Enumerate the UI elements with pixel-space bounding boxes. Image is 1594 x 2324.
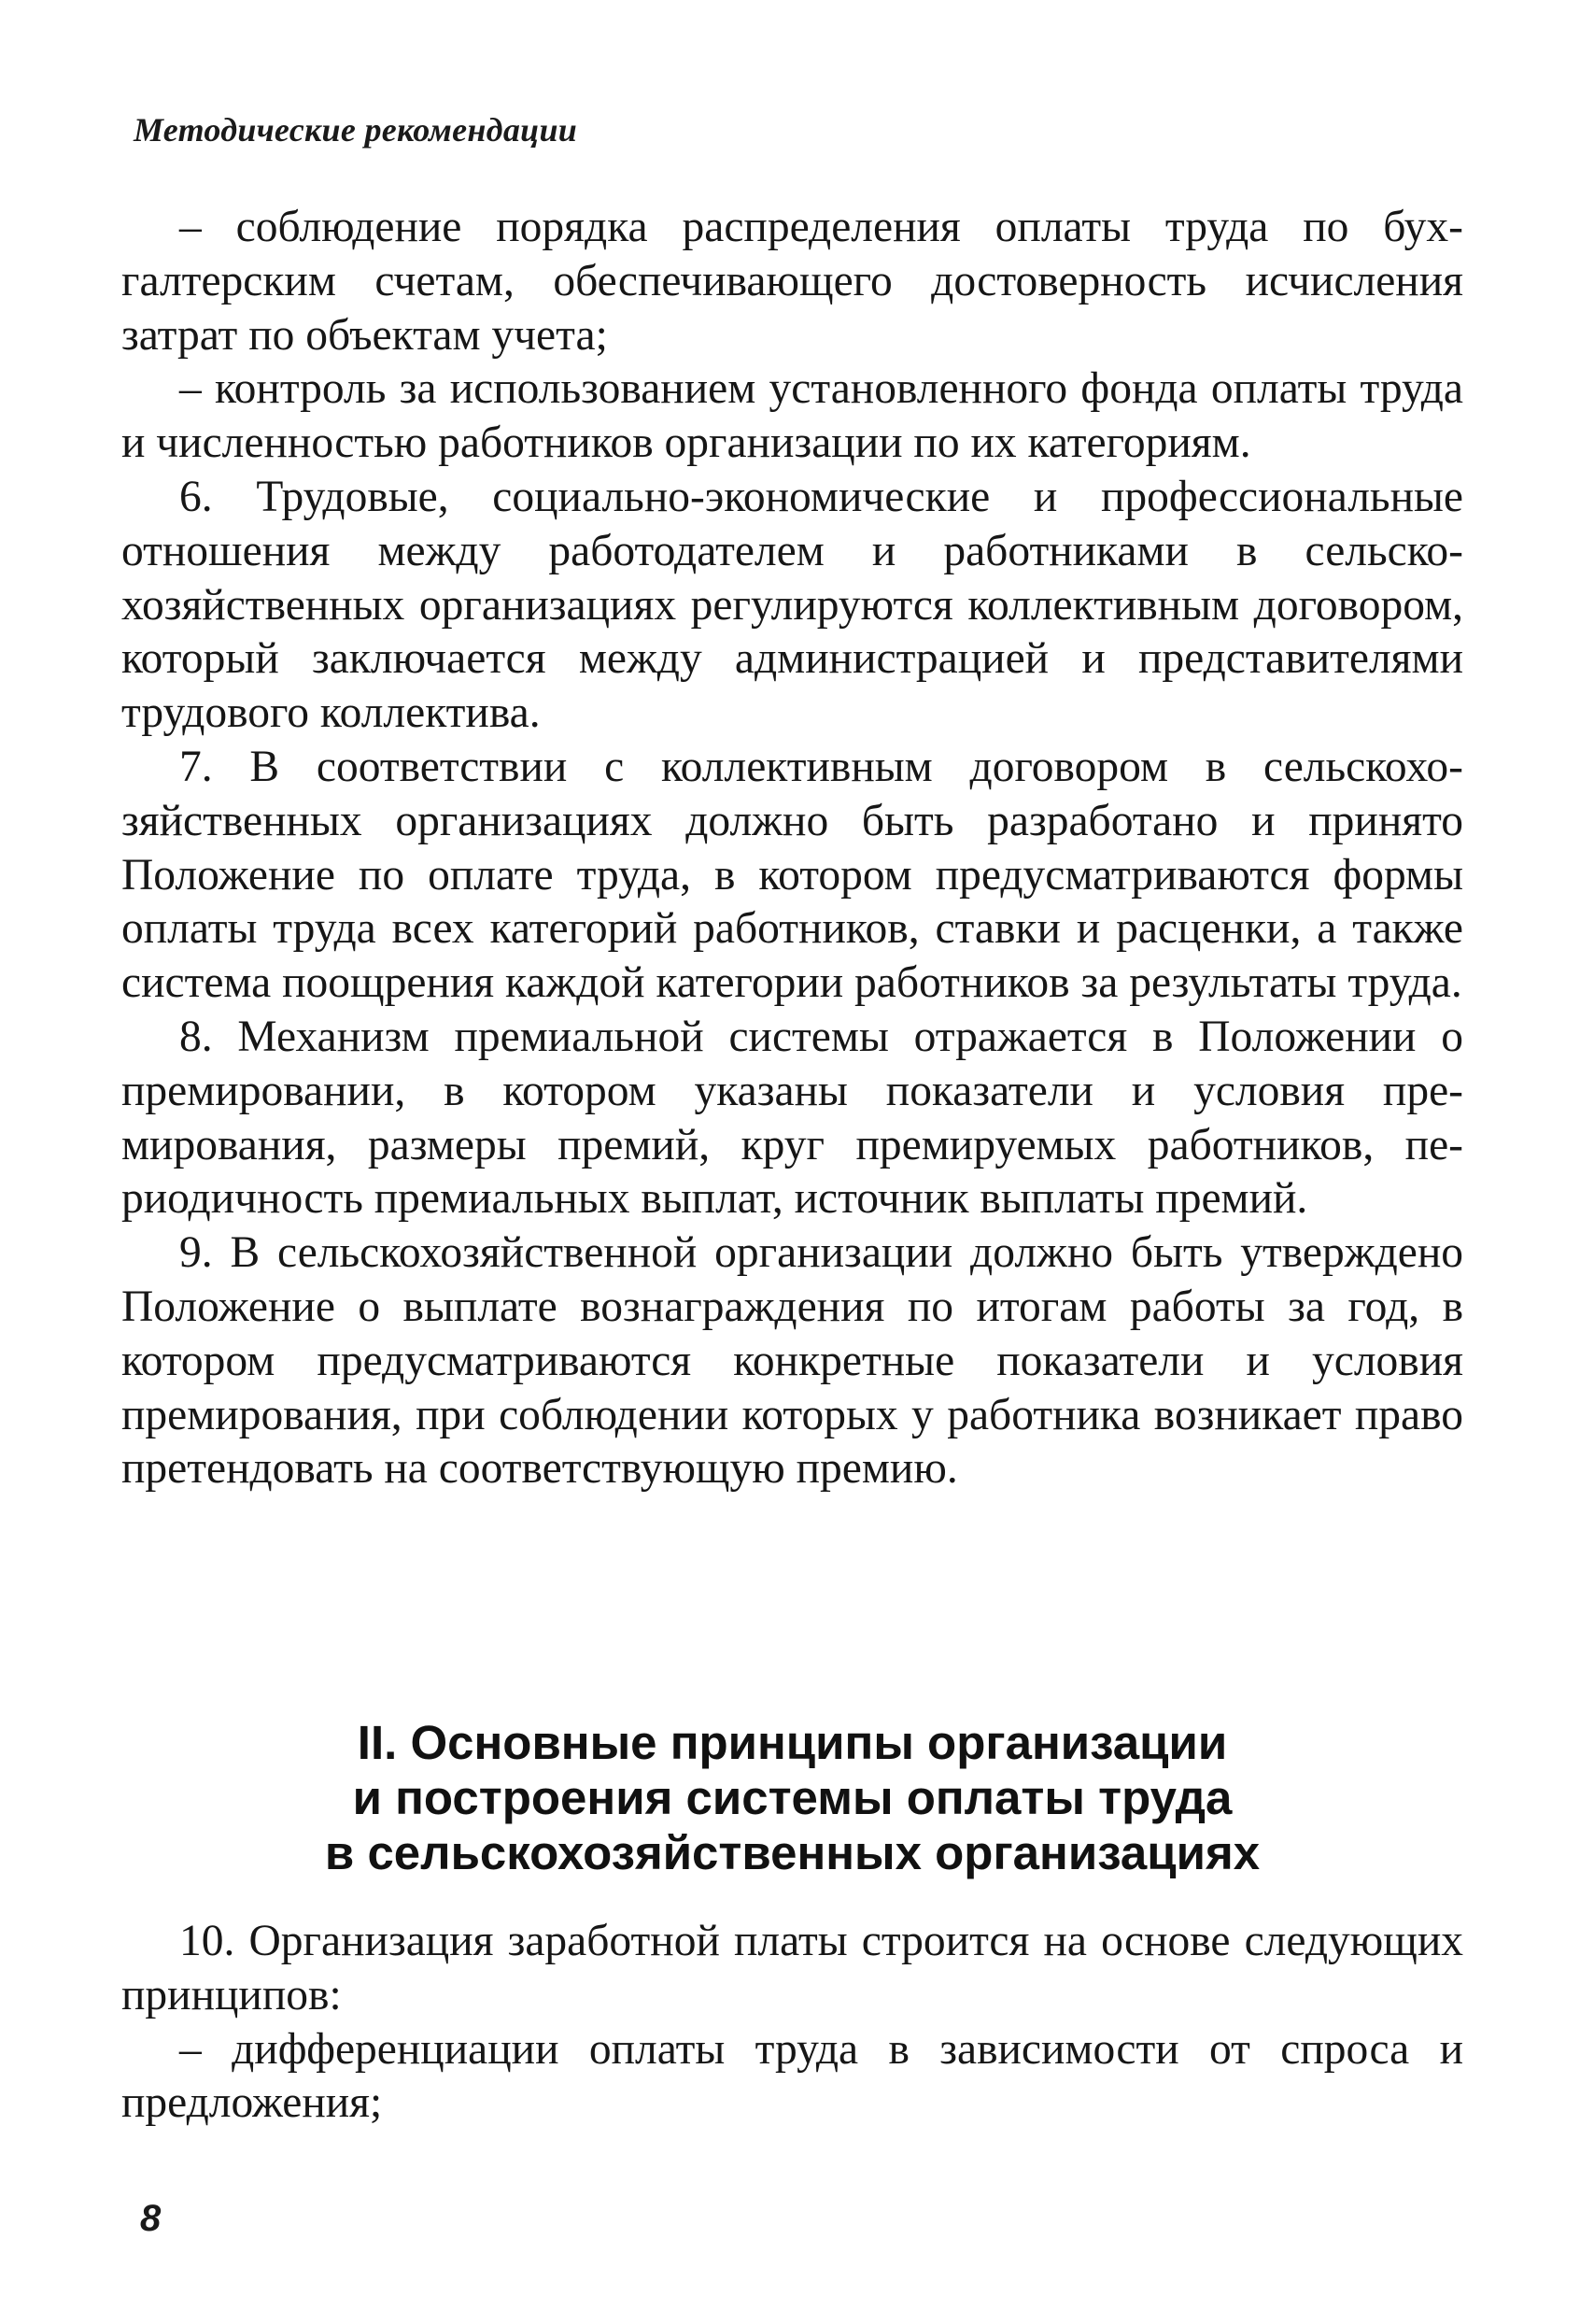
- paragraph: 8. Механизм премиальной системы отражается в Положении о премировании, в котором указаны показатели и условия премирования, размеры премий, круг премируемых работников, периодичность премиальных выплат, источник выплаты премий.: [121, 1012, 1463, 1224]
- body-text-top: [121, 201, 1463, 1496]
- paragraph: – контроль за использованием установленного фонда оплаты труда и численностью работников организации по их категориям.: [121, 364, 1463, 468]
- paragraph: – соблюдение порядка распределения оплаты труда по бухгалтерским счетам, обеспечивающего достоверность исчисления затрат по объектам учета;: [121, 203, 1463, 360]
- page-number: 8: [140, 2198, 162, 2239]
- paragraph: 10. Организация заработной платы строится на основе следующих принципов:: [121, 1917, 1463, 2019]
- section-heading: [121, 1715, 1463, 1880]
- paragraph: – дифференциации оплаты труда в зависимости от спроса и предложения;: [121, 2024, 1463, 2128]
- section-heading-line: II. Основные принципы организации: [357, 1716, 1228, 1769]
- paragraph: 9. В сельскохозяйственной организации должно быть утверждено Положение о выплате вознаграждения по итогам работы за год, в котором предусматриваются конкретные показатели и условия премирования, при соблюдении которых у работника возникает право претендовать на соответствующую премию.: [121, 1228, 1463, 1494]
- paragraph: 6. Трудовые, социально-экономические и профессиональные отношения между работодателем и работниками в сельскохозяйственных организациях регулируются коллективным договором, который заключается между администрацией и представителями трудового коллектива.: [121, 472, 1463, 738]
- body-text-bottom: [121, 1915, 1463, 2131]
- section-heading-line: в сельскохозяйственных организациях: [324, 1826, 1261, 1879]
- paragraph: 7. В соответствии с коллективным договором в сельскохозяйственных организациях должно быть разработано и принято Положение по оплате труда, в котором предусматриваются формы оплаты труда всех категорий работников, ставки и расценки, а также система поощрения каждой категории работников за результаты труда.: [121, 742, 1463, 1008]
- running-head: Методические рекомендации: [134, 111, 578, 149]
- section-heading-line: и построения системы оплаты труда: [352, 1771, 1233, 1824]
